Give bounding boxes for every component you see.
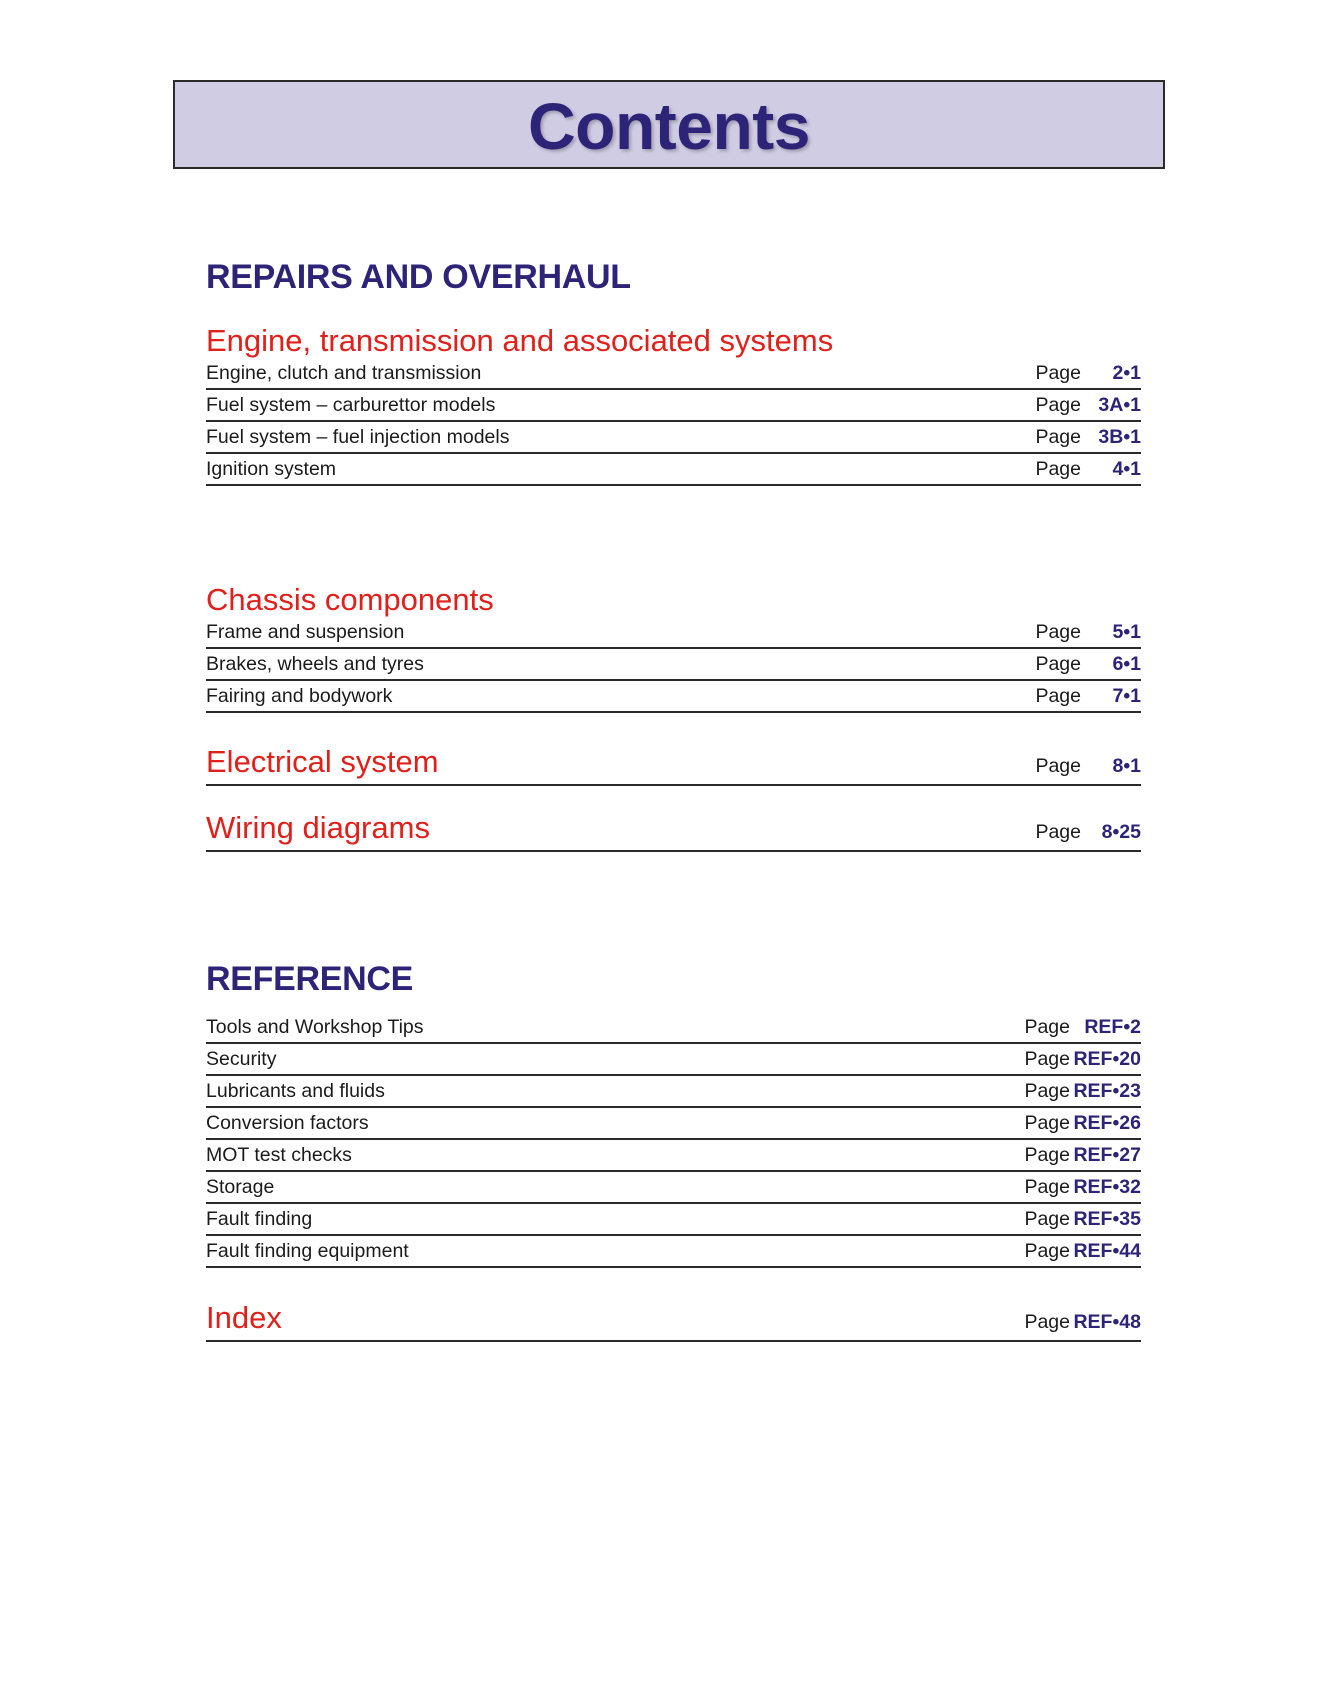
page-number: REF•27 (1073, 1144, 1141, 1166)
page-word: Page (1035, 821, 1081, 843)
page-word: Page (1024, 1176, 1070, 1198)
subheading-engine: Engine, transmission and associated systems (206, 323, 834, 358)
page-word: Page (1024, 1080, 1070, 1102)
toc-row-label: MOT test checks (206, 1144, 352, 1166)
page-word: Page (1035, 621, 1081, 643)
page-number: REF•35 (1073, 1208, 1141, 1230)
toc-row-label: Fuel system – carburettor models (206, 394, 496, 416)
page-word: Page (1024, 1112, 1070, 1134)
page-number: REF•44 (1073, 1240, 1141, 1262)
toc-row[interactable] (206, 1077, 1141, 1108)
page-number: 3A•1 (1098, 394, 1141, 416)
toc-row-label: Security (206, 1048, 277, 1070)
toc-row[interactable] (206, 1045, 1141, 1076)
page-number: 4•1 (1112, 458, 1141, 480)
page-number: REF•26 (1073, 1112, 1141, 1134)
page-number: 7•1 (1112, 685, 1141, 707)
toc-page-ref (1035, 458, 1141, 481)
page-number: 3B•1 (1098, 426, 1141, 448)
toc-page-ref (1024, 1311, 1141, 1334)
toc-page-ref (1024, 1112, 1141, 1135)
page-number: REF•32 (1073, 1176, 1141, 1198)
toc-row[interactable] (206, 359, 1141, 390)
toc-row-label: Frame and suspension (206, 621, 405, 643)
toc-row[interactable] (206, 682, 1141, 713)
toc-row[interactable] (206, 1205, 1141, 1236)
toc-row[interactable] (206, 1013, 1141, 1044)
page-number: 8•1 (1112, 755, 1141, 777)
toc-page-ref (1024, 1208, 1141, 1231)
page-number: REF•23 (1073, 1080, 1141, 1102)
page-word: Page (1024, 1208, 1070, 1230)
toc-row-label: Conversion factors (206, 1112, 369, 1134)
page-word: Page (1024, 1016, 1070, 1038)
toc-page-ref (1024, 1176, 1141, 1199)
toc-row-label: Fuel system – fuel injection models (206, 426, 510, 448)
toc-row[interactable] (206, 618, 1141, 649)
page-word: Page (1035, 653, 1081, 675)
page-word: Page (1035, 394, 1081, 416)
section-heading-reference: REFERENCE (206, 960, 413, 998)
toc-row[interactable] (206, 650, 1141, 681)
page-word: Page (1035, 362, 1081, 384)
toc-page-ref (1035, 426, 1141, 449)
toc-row-label: Fault finding equipment (206, 1240, 409, 1262)
page-word: Page (1035, 755, 1081, 777)
toc-row-label: Fault finding (206, 1208, 313, 1230)
toc-row[interactable] (206, 391, 1141, 422)
toc-row-label: Wiring diagrams (206, 810, 430, 845)
page-title: Contents (528, 89, 810, 163)
toc-page-ref (1024, 1240, 1141, 1263)
contents-title-box (173, 80, 1165, 169)
toc-page-ref (1035, 621, 1141, 644)
toc-row-label: Storage (206, 1176, 275, 1198)
toc-row[interactable] (206, 1237, 1141, 1268)
page-word: Page (1035, 685, 1081, 707)
toc-row-label: Index (206, 1300, 282, 1335)
page-word: Page (1024, 1240, 1070, 1262)
toc-page-ref (1035, 821, 1141, 844)
page-number: REF•48 (1073, 1311, 1141, 1333)
page-word: Page (1035, 458, 1081, 480)
toc-page-ref (1035, 394, 1141, 417)
page-number: 6•1 (1112, 653, 1141, 675)
toc-row[interactable] (206, 1141, 1141, 1172)
toc-row-label: Lubricants and fluids (206, 1080, 385, 1102)
page-number: 2•1 (1112, 362, 1141, 384)
toc-row[interactable] (206, 455, 1141, 486)
toc-page-ref (1024, 1016, 1141, 1039)
toc-row-electrical[interactable] (206, 740, 1141, 786)
toc-page-ref (1035, 685, 1141, 708)
page-word: Page (1024, 1311, 1070, 1333)
toc-row[interactable] (206, 1109, 1141, 1140)
page-number: REF•2 (1084, 1016, 1141, 1038)
page-word: Page (1035, 426, 1081, 448)
toc-row-index[interactable] (206, 1296, 1141, 1342)
toc-page-ref (1024, 1144, 1141, 1167)
page-number: 5•1 (1112, 621, 1141, 643)
page-number: 8•25 (1101, 821, 1141, 843)
toc-row-label: Tools and Workshop Tips (206, 1016, 424, 1038)
toc-row-label: Ignition system (206, 458, 337, 480)
toc-row-label: Engine, clutch and transmission (206, 362, 482, 384)
toc-page-ref (1024, 1048, 1141, 1071)
page-number: REF•20 (1073, 1048, 1141, 1070)
toc-page-ref (1035, 653, 1141, 676)
toc-row-wiring[interactable] (206, 806, 1141, 852)
toc-page-ref (1035, 362, 1141, 385)
subheading-chassis: Chassis components (206, 582, 494, 617)
page-word: Page (1024, 1048, 1070, 1070)
toc-row[interactable] (206, 1173, 1141, 1204)
toc-page-ref (1024, 1080, 1141, 1103)
toc-row-label: Brakes, wheels and tyres (206, 653, 424, 675)
toc-page-ref (1035, 755, 1141, 778)
toc-row-label: Electrical system (206, 744, 439, 779)
section-heading-repairs: REPAIRS AND OVERHAUL (206, 258, 631, 296)
toc-row[interactable] (206, 423, 1141, 454)
page-word: Page (1024, 1144, 1070, 1166)
toc-row-label: Fairing and bodywork (206, 685, 393, 707)
